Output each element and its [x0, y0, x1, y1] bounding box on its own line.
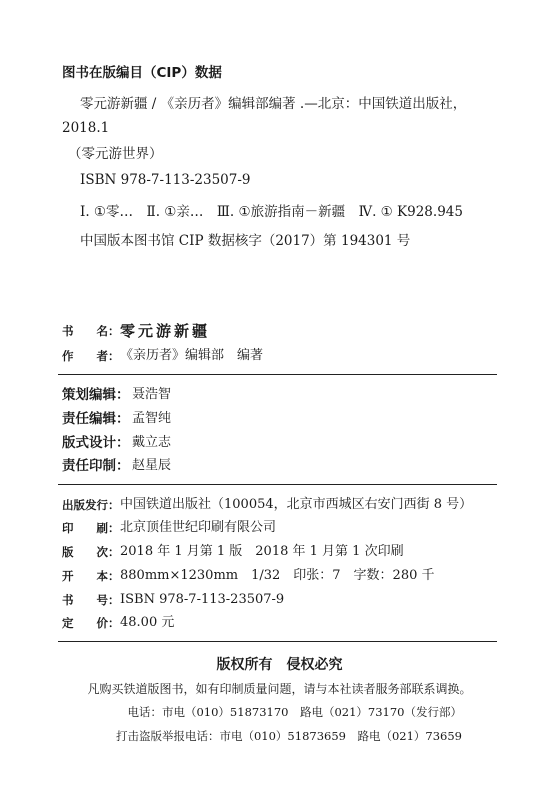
author-label: 作 者：: [62, 349, 120, 363]
cip-entry-line1: 零元游新疆 / 《亲历者》编辑部编著 .—北京：中国铁道出版社，: [80, 96, 467, 112]
cip-classification: Ⅰ. ①零… Ⅱ. ①亲… Ⅲ. ①旅游指南－新疆 Ⅳ. ① K928.945: [80, 204, 463, 220]
publication-row: [62, 495, 472, 515]
piracy-report-phone: 打击盗版举报电话：市电（010）51873659 路电（021）73659: [115, 729, 462, 743]
price-value: 48.00 元: [120, 615, 175, 630]
quality-notice: 凡购买铁道版图书，如有印制质量问题，请与本社读者服务部联系调换。: [87, 682, 472, 696]
planning-editor-value: 聂浩智: [132, 387, 172, 402]
responsible-editor-label: 责任编辑：: [62, 411, 130, 427]
publication-row: [62, 518, 276, 538]
printer-value: 北京顶佳世纪印刷有限公司: [120, 520, 277, 535]
cip-series: （零元游世界）: [68, 146, 163, 162]
editor-row: [62, 433, 171, 453]
book-number-label: 书 号：: [62, 593, 120, 607]
price-label: 定 价：: [62, 616, 120, 630]
layout-design-value: 戴立志: [132, 435, 172, 450]
publication-row: [62, 613, 174, 633]
edition-value: 2018 年 1 月第 1 版 2018 年 1 月第 1 次印刷: [120, 544, 404, 559]
printer-label: 印 刷：: [62, 521, 120, 535]
responsible-editor-value: 孟智纯: [132, 411, 172, 426]
cip-heading: 图书在版编目（CIP）数据: [62, 65, 222, 81]
cip-entry-line2: 2018.1: [62, 120, 110, 136]
publication-row: [62, 566, 435, 586]
publisher-label: 出版发行：: [62, 498, 120, 512]
divider: [58, 484, 497, 485]
book-title-row: [62, 321, 210, 341]
format-value: 880mm×1230mm 1/32 印张：7 字数：280 千: [120, 568, 435, 583]
edition-label: 版 次：: [62, 545, 120, 559]
publication-row: [62, 590, 284, 610]
rights-reserved: 版权所有 侵权必究: [216, 657, 343, 673]
publisher-value: 中国铁道出版社（100054，北京市西城区右安门西街 8 号）: [120, 497, 473, 512]
author-value: 《亲历者》编辑部 编著: [120, 348, 264, 363]
editor-row: [62, 409, 171, 429]
divider: [58, 641, 497, 642]
planning-editor-label: 策划编辑：: [62, 387, 130, 403]
editor-row: [62, 456, 171, 476]
book-number-value: ISBN 978-7-113-23507-9: [120, 592, 285, 607]
format-label: 开 本：: [62, 569, 120, 583]
cip-number: 中国版本图书馆 CIP 数据核字（2017）第 194301 号: [80, 233, 411, 249]
publication-row: [62, 542, 404, 562]
cip-isbn: ISBN 978-7-113-23507-9: [80, 172, 251, 188]
book-title-label: 书 名：: [62, 324, 120, 338]
print-supervisor-value: 赵星辰: [132, 458, 172, 473]
print-supervisor-label: 责任印制：: [62, 458, 130, 474]
author-row: [62, 346, 263, 366]
book-title-value: 零元游新疆: [120, 322, 211, 340]
editor-row: [62, 385, 171, 405]
sales-phone: 电话：市电（010）51873170 路电（021）73170（发行部）: [127, 705, 462, 719]
divider: [58, 374, 497, 375]
layout-design-label: 版式设计：: [62, 435, 130, 451]
